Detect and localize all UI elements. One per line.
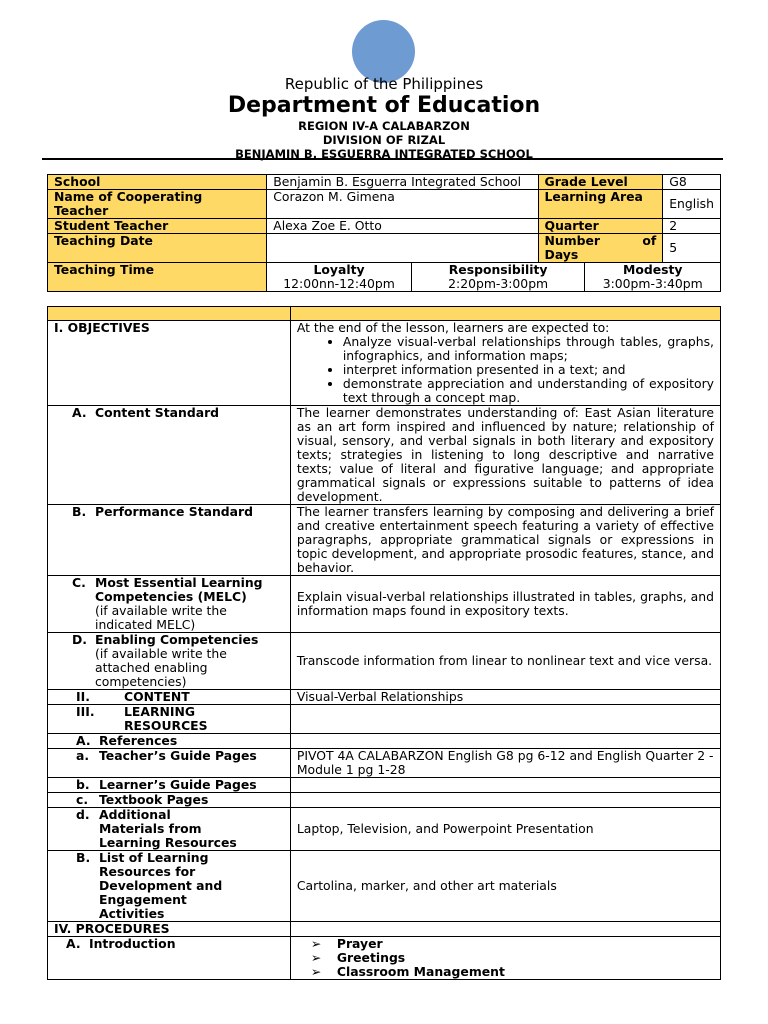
item-marker: c. <box>76 792 89 807</box>
learners-guide-cell <box>290 778 720 793</box>
enabling-text: Transcode information from linear to nonlinear text and vice versa. <box>290 633 720 690</box>
list-item: • Analyze visual-verbal relationships through tables, graphs, infographics, and information maps; <box>343 335 714 363</box>
objectives-list <box>297 335 714 405</box>
additional-materials-label: Additional Materials from Learning Resources <box>99 807 237 850</box>
deped-seal-logo <box>352 20 415 83</box>
republic-heading: Republic of the Philippines <box>284 75 484 93</box>
content-standard-row <box>48 406 721 505</box>
arrow-bullet-icon: ➢ <box>310 950 322 965</box>
textbook-pages-row <box>48 793 721 808</box>
section-name: Responsibility <box>448 262 548 277</box>
item-marker: a. <box>76 748 90 763</box>
department-heading: Department of Education <box>227 93 541 118</box>
lesson-info-table <box>47 174 721 292</box>
student-teacher-value: Alexa Zoe E. Otto <box>267 219 538 234</box>
resources-list-text: Cartolina, marker, and other art materials <box>290 851 720 922</box>
list-item: • demonstrate appreciation and understanding of expository text through a concept map. <box>343 377 714 405</box>
learning-resources-row <box>48 705 721 734</box>
division-heading: DIVISION OF RIZAL <box>322 133 446 147</box>
additional-materials-text: Laptop, Television, and Powerpoint Presentation <box>290 808 720 851</box>
content-label: CONTENT <box>124 689 190 704</box>
teachers-guide-label: Teacher’s Guide Pages <box>99 748 257 763</box>
teachers-guide-row <box>48 749 721 778</box>
enabling-competencies-row <box>48 633 721 690</box>
learners-guide-label: Learner’s Guide Pages <box>99 777 257 792</box>
performance-standard-label-cell <box>48 505 291 576</box>
school-label: School <box>48 175 267 190</box>
cooperating-teacher-label: Name of Cooperating Teacher <box>48 190 267 219</box>
learning-area-label: Learning Area <box>538 190 663 219</box>
item-marker: III. <box>76 704 95 719</box>
teachers-guide-text: PIVOT 4A CALABARZON English G8 pg 6-12 and English Quarter 2 - Module 1 pg 1-28 <box>290 749 720 778</box>
item-marker: B. <box>72 504 87 519</box>
cooperating-teacher-value: Corazon M. Gimena <box>267 190 538 219</box>
section-modesty <box>585 263 721 292</box>
item-marker: A. <box>72 405 87 420</box>
textbook-pages-cell <box>290 793 720 808</box>
content-standard-label: Content Standard <box>95 405 220 420</box>
objectives-label: I. OBJECTIVES <box>48 321 291 406</box>
procedures-row <box>48 922 721 937</box>
document-header <box>0 76 768 161</box>
melc-label-cell <box>48 576 291 633</box>
section-time: 2:20pm-3:00pm <box>448 276 549 291</box>
student-teacher-label: Student Teacher <box>48 219 267 234</box>
references-label-cell <box>48 734 291 749</box>
section-time: 12:00nn-12:40pm <box>283 276 395 291</box>
additional-materials-row <box>48 808 721 851</box>
learning-resources-cell <box>290 705 720 734</box>
procedures-cell <box>290 922 720 937</box>
item-marker: A. <box>66 936 81 951</box>
item-marker: B. <box>76 850 91 865</box>
references-label: References <box>99 733 178 748</box>
header-bar-row <box>48 307 721 321</box>
introduction-label-cell <box>48 937 291 980</box>
section-responsibility <box>411 263 585 292</box>
learning-resources-list-row <box>48 851 721 922</box>
content-label-cell <box>48 690 291 705</box>
content-text: Visual-Verbal Relationships <box>290 690 720 705</box>
enabling-label-cell <box>48 633 291 690</box>
number-of-days-value: 5 <box>663 234 721 263</box>
learning-resources-label-cell <box>48 705 291 734</box>
enabling-note: (if available write the attached enabling competencies) <box>95 646 227 689</box>
item-marker: b. <box>76 777 90 792</box>
list-item: • interpret information presented in a text; and <box>343 363 714 377</box>
introduction-row <box>48 937 721 980</box>
list-item <box>311 951 714 965</box>
grade-level-label: Grade Level <box>538 175 663 190</box>
number-of-days-label: Number of Days <box>538 234 663 263</box>
list-item <box>311 937 714 951</box>
arrow-bullet-icon: ➢ <box>310 936 322 951</box>
school-heading: BENJAMIN B. ESGUERRA INTEGRATED SCHOOL <box>235 147 533 161</box>
introduction-label: Introduction <box>89 936 176 951</box>
introduction-cell <box>290 937 720 980</box>
learning-resources-label: LEARNING RESOURCES <box>124 704 208 733</box>
objectives-intro: At the end of the lesson, learners are expected to: <box>296 320 610 335</box>
region-heading: REGION IV-A CALABARZON <box>298 119 470 133</box>
melc-note: (if available write the indicated MELC) <box>95 603 227 632</box>
textbook-pages-label: Textbook Pages <box>99 792 209 807</box>
list-item <box>311 965 714 979</box>
item-marker: C. <box>72 575 86 590</box>
melc-label: Most Essential Learning Competencies (MELC) <box>95 575 263 604</box>
resources-list-label: List of Learning Resources for Development and Engagement Activities <box>99 850 223 921</box>
item-marker: d. <box>76 807 90 822</box>
grade-level-value: G8 <box>663 175 721 190</box>
content-standard-text: The learner demonstrates understanding of: East Asian literature as an art form inspired and influenced by nature; relationship of visual, sensory, and verbal signals in both literary and expository texts; strategies in listening to long descriptive and narrative texts; value of literal and figurative language; and appropriate grammatical signals or expressions suitable to patterns of idea development. <box>290 406 720 505</box>
item-marker: A. <box>76 733 91 748</box>
section-name: Modesty <box>622 262 683 277</box>
enabling-label: Enabling Competencies <box>95 632 259 647</box>
section-loyalty <box>267 263 412 292</box>
teachers-guide-label-cell <box>48 749 291 778</box>
melc-row <box>48 576 721 633</box>
resources-list-label-cell <box>48 851 291 922</box>
teaching-date-label: Teaching Date <box>48 234 267 263</box>
school-value: Benjamin B. Esguerra Integrated School <box>267 175 538 190</box>
procedures-label: IV. PROCEDURES <box>48 922 291 937</box>
teaching-time-label: Teaching Time <box>48 263 267 292</box>
content-row <box>48 690 721 705</box>
quarter-value: 2 <box>663 219 721 234</box>
learners-guide-row <box>48 778 721 793</box>
header-bar-cell <box>290 307 720 321</box>
references-cell <box>290 734 720 749</box>
list-item-text: Greetings <box>336 950 406 965</box>
objectives-cell <box>290 321 720 406</box>
teaching-date-value <box>267 234 538 263</box>
introduction-list <box>297 937 714 979</box>
learners-guide-label-cell <box>48 778 291 793</box>
arrow-bullet-icon: ➢ <box>310 964 322 979</box>
objectives-row <box>48 321 721 406</box>
performance-standard-label: Performance Standard <box>95 504 254 519</box>
list-item-text: Classroom Management <box>336 964 505 979</box>
performance-standard-row <box>48 505 721 576</box>
performance-standard-text: The learner transfers learning by composing and delivering a brief and creative entertainment speech featuring a variety of effective paragraphs, appropriate grammatical signals or expressions in topic development, and appropriate prosodic features, stance, and behavior. <box>290 505 720 576</box>
item-marker: II. <box>76 689 90 704</box>
references-row <box>48 734 721 749</box>
section-time: 3:00pm-3:40pm <box>602 276 703 291</box>
item-marker: D. <box>72 632 87 647</box>
content-standard-label-cell <box>48 406 291 505</box>
learning-area-value: English <box>663 190 721 219</box>
header-divider <box>42 158 723 160</box>
additional-materials-label-cell <box>48 808 291 851</box>
textbook-pages-label-cell <box>48 793 291 808</box>
section-name: Loyalty <box>313 262 365 277</box>
lesson-plan-table <box>47 306 721 980</box>
list-item-text: Prayer <box>336 936 383 951</box>
quarter-label: Quarter <box>538 219 663 234</box>
header-bar-cell <box>48 307 291 321</box>
melc-text: Explain visual-verbal relationships illustrated in tables, graphs, and information maps found in expository texts. <box>290 576 720 633</box>
